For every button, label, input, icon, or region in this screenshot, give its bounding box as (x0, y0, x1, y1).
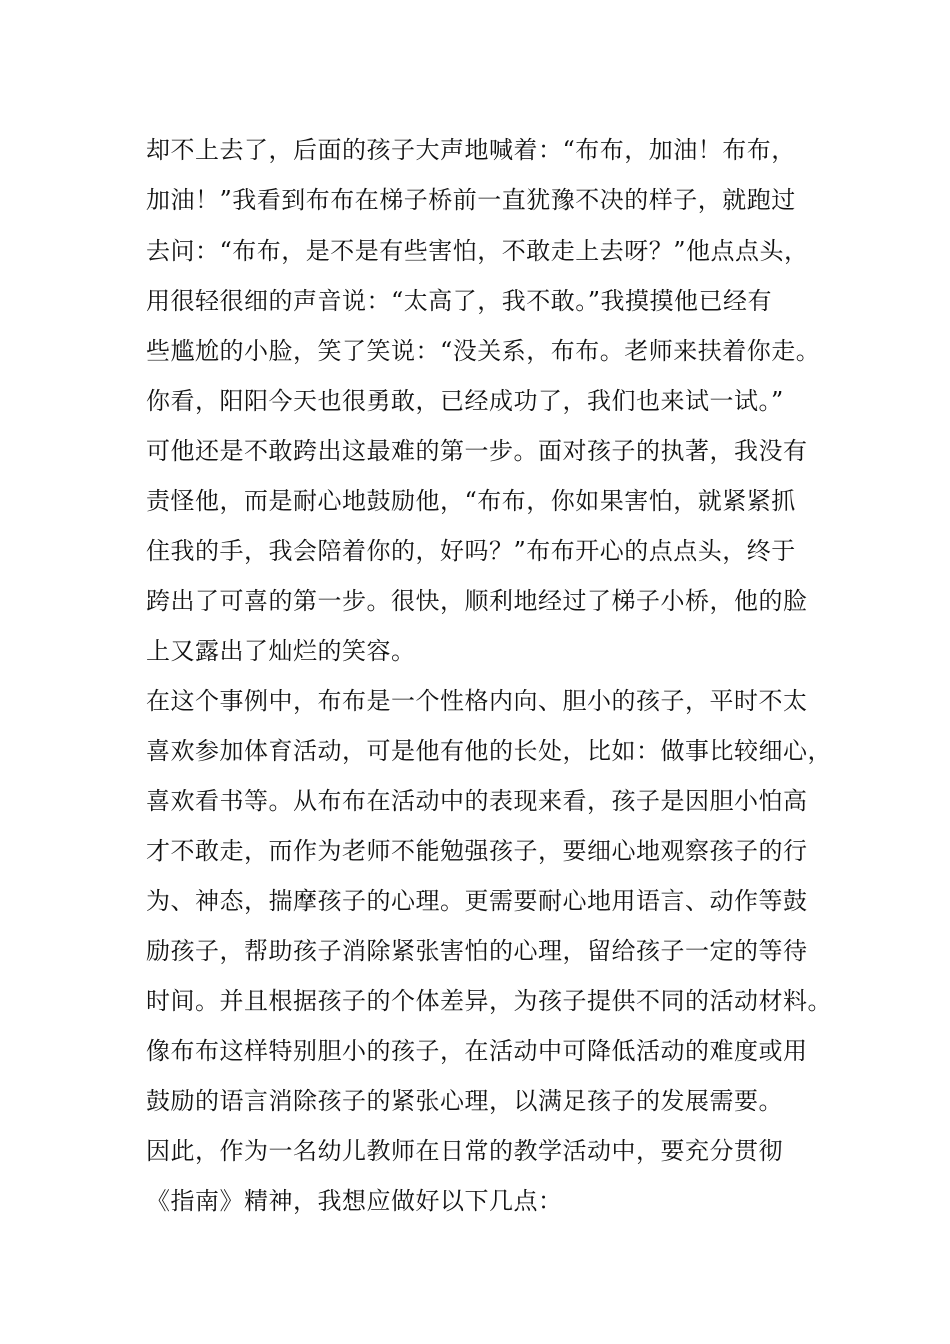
text-line: 像布布这样特别胆小的孩子，在活动中可降低活动的难度或用 (146, 1037, 808, 1065)
text-line: 跨出了可喜的第一步。很快，顺利地经过了梯子小桥，他的脸 (146, 587, 808, 615)
text-line: 因此，作为一名幼儿教师在日常的教学活动中，要充分贯彻 (146, 1137, 783, 1165)
text-line: 用很轻很细的声音说：“太高了，我不敢。”我摸摸他已经有 (146, 287, 773, 315)
text-line: 去问：“布布，是不是有些害怕，不敢走上去呀？”他点点头， (146, 237, 809, 265)
text-line: 你看，阳阳今天也很勇敢，已经成功了，我们也来试一试。” (146, 387, 784, 415)
text-line: 才不敢走，而作为老师不能勉强孩子，要细心地观察孩子的行 (146, 837, 808, 865)
text-line: 鼓励的语言消除孩子的紧张心理，以满足孩子的发展需要。 (146, 1087, 783, 1115)
text-line: 励孩子，帮助孩子消除紧张害怕的心理，留给孩子一定的等待 (146, 937, 808, 965)
text-line: 可他还是不敢跨出这最难的第一步。面对孩子的执著，我没有 (146, 437, 808, 465)
text-line: 些尴尬的小脸，笑了笑说：“没关系，布布。老师来扶着你走。 (146, 337, 821, 365)
text-line: 上又露出了灿烂的笑容。 (146, 637, 416, 665)
text-line: 加油！”我看到布布在梯子桥前一直犹豫不决的样子，就跑过 (146, 186, 796, 214)
text-line: 在这个事例中，布布是一个性格内向、胆小的孩子，平时不太 (146, 687, 808, 715)
text-line: 住我的手，我会陪着你的，好吗？”布布开心的点点头，终于 (146, 537, 796, 565)
text-line: 为、神态，揣摩孩子的心理。更需要耐心地用语言、动作等鼓 (146, 887, 808, 915)
text-line: 却不上去了，后面的孩子大声地喊着：“布布，加油！布布， (146, 136, 796, 164)
text-line: 《指南》精神，我想应做好以下几点： (146, 1187, 563, 1215)
text-line: 喜欢参加体育活动，可是他有他的长处，比如：做事比较细心， (146, 737, 832, 765)
text-line: 时间。并且根据孩子的个体差异，为孩子提供不同的活动材料。 (146, 987, 832, 1015)
text-line: 喜欢看书等。从布布在活动中的表现来看，孩子是因胆小怕高 (146, 787, 808, 815)
text-line: 责怪他，而是耐心地鼓励他，“布布，你如果害怕，就紧紧抓 (146, 487, 796, 515)
